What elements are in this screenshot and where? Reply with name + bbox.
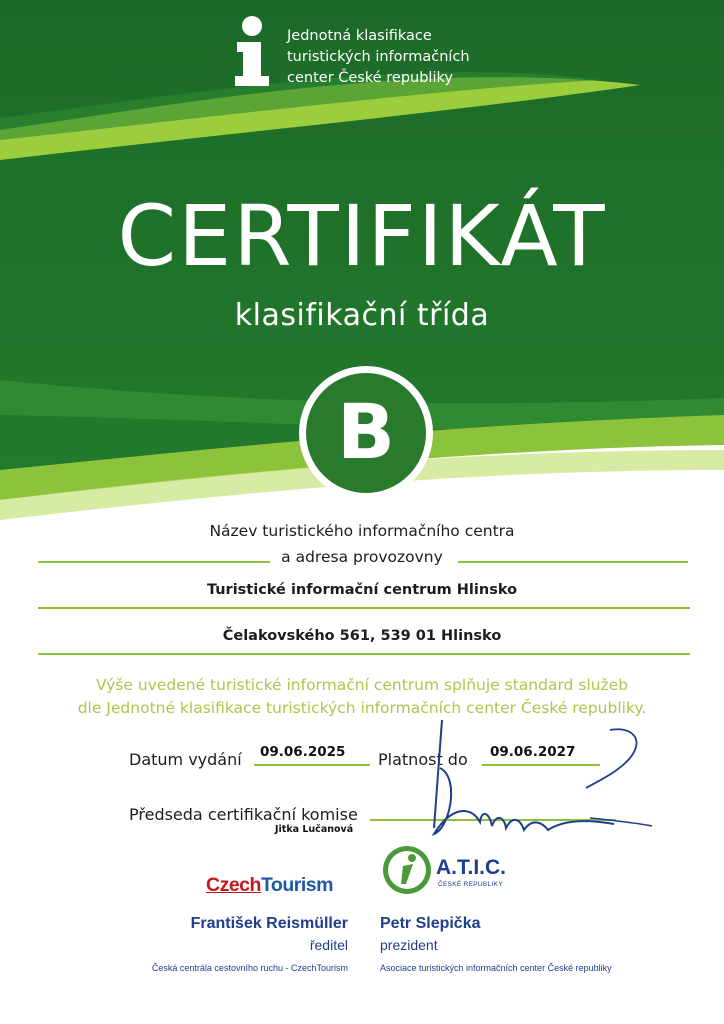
divider-address: [38, 653, 690, 655]
atic-logo-text: A.T.I.C.: [436, 856, 507, 879]
divider-right: [458, 561, 688, 563]
commission-chair-name: Jitka Lučanová: [275, 824, 354, 835]
czechtourism-logo-tourism: Tourism: [260, 874, 333, 896]
signatory-right-name: Petr Slepička: [380, 915, 481, 932]
czechtourism-logo-czech: Czech: [206, 874, 261, 896]
grade-badge: [297, 364, 435, 502]
centre-name: Turistické informační centrum Hlinsko: [206, 582, 518, 598]
centre-address: Čelakovského 561, 539 01 Hlinsko: [222, 628, 502, 644]
issue-date-value: 09.06.2025: [260, 744, 346, 760]
czechtourism-logo: [206, 874, 333, 897]
statement-line-2: dle Jednotné klasifikace turistických informačních center České republiky.: [77, 699, 647, 717]
issue-date-underline: [254, 764, 370, 766]
signatory-left-organization: Česká centrála cestovního ruchu - CzechTourism: [151, 963, 348, 973]
certificate-title: CERTIFIKÁT: [117, 187, 607, 285]
atic-logo-icon: [381, 844, 433, 896]
information-i-icon: [231, 16, 273, 88]
issue-date-label: Datum vydání: [129, 750, 242, 769]
validity-label: Platnost do: [378, 750, 468, 769]
statement-line-1: Výše uvedené turistické informační centrum splňuje standard služeb: [95, 676, 629, 694]
header-line-3: center České republiky: [287, 70, 453, 86]
validity-date-value: 09.06.2027: [490, 744, 576, 760]
signatory-right-organization: Asociace turistických informačních center České republiky: [380, 963, 612, 973]
commission-label: Předseda certifikační komise: [129, 805, 358, 824]
signatory-left-name: František Reismüller: [190, 915, 348, 932]
certificate-subtitle: klasifikační třída: [234, 298, 490, 333]
signature-icon: [420, 718, 660, 848]
name-address-label-2: a adresa provozovny: [281, 548, 443, 566]
signatory-left-role: ředitel: [309, 937, 348, 953]
divider-name: [38, 607, 690, 609]
header-line-2: turistických informačních: [287, 49, 470, 65]
signatory-right-role: prezident: [380, 937, 438, 953]
name-address-label-1: Název turistického informačního centra: [209, 522, 515, 540]
header-line-1: Jednotná klasifikace: [287, 28, 432, 44]
header-text: [287, 26, 470, 89]
grade-letter: B: [337, 387, 395, 476]
atic-logo-subtext: ČESKÉ REPUBLIKY: [438, 881, 503, 888]
